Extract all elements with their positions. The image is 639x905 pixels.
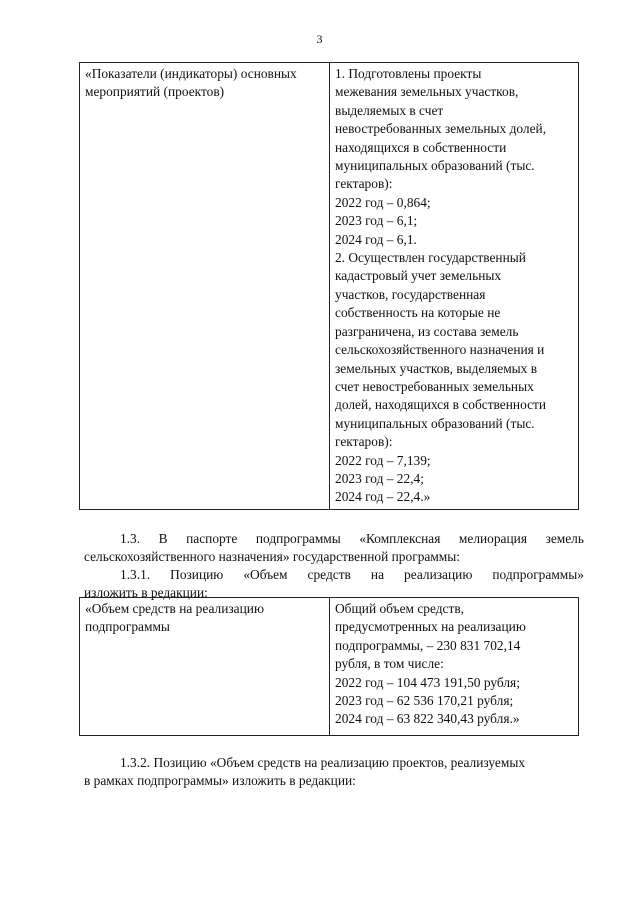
cell-line: предусмотренных на реализацию xyxy=(335,619,526,635)
word: подпрограммы» xyxy=(492,567,584,582)
cell-line: 1. Подготовлены проекты xyxy=(335,66,482,81)
cell-line: долей, находящихся в собственности xyxy=(335,397,547,413)
word: подпрограммы xyxy=(255,531,341,546)
cell-line: находящихся в собственности xyxy=(335,139,507,155)
paragraph-1-3 xyxy=(84,530,584,567)
indicators-table xyxy=(79,62,579,510)
word: паспорте xyxy=(186,531,238,546)
cell-line: 2022 год – 7,139; xyxy=(335,452,431,468)
word: В xyxy=(158,531,168,546)
paragraph-1-3-line-1 xyxy=(84,530,584,548)
cell-line: 2023 год – 62 536 170,21 рубля; xyxy=(335,693,514,709)
cell-line: гектаров): xyxy=(335,434,393,450)
page-number: 3 xyxy=(316,32,323,46)
cell-line: подпрограммы, – 230 831 702,14 xyxy=(335,637,521,653)
funding-value-cell xyxy=(330,598,579,736)
cell-line: кадастровый учет земельных xyxy=(335,268,502,284)
table-row xyxy=(80,598,579,736)
word: «Объем xyxy=(243,567,288,582)
cell-line: разграничена, из состава земель xyxy=(335,323,519,339)
cell-line: 2022 год – 104 473 191,50 рубля; xyxy=(335,674,520,690)
word: на xyxy=(370,567,385,582)
word: Позицию xyxy=(170,567,224,582)
cell-line: 2024 год – 63 822 340,43 рубля.» xyxy=(335,711,520,727)
funding-table xyxy=(79,597,579,736)
word: реализацию xyxy=(404,567,473,582)
word: «Комплексная xyxy=(359,531,441,546)
cell-line: 2024 год – 6,1. xyxy=(335,231,417,247)
paragraph-1-3-line-2: сельскохозяйственного назначения» государственной программы: xyxy=(84,549,460,565)
cell-line: мероприятий (проектов) xyxy=(85,84,225,100)
word: мелиорация xyxy=(458,531,527,546)
cell-line: «Показатели (индикаторы) основных xyxy=(85,66,297,81)
cell-line: 2023 год – 22,4; xyxy=(335,470,424,486)
cell-line: муниципальных образований (тыс. xyxy=(335,415,535,431)
cell-line: муниципальных образований (тыс. xyxy=(335,158,535,174)
cell-line: собственность на которые не xyxy=(335,305,501,321)
indicators-value-cell xyxy=(330,63,579,510)
cell-line: 2022 год – 0,864; xyxy=(335,194,431,210)
cell-line: невостребованных земельных долей, xyxy=(335,121,547,137)
word: земель xyxy=(545,531,584,546)
cell-line: гектаров): xyxy=(335,176,393,192)
paragraph-1-3-1-line-2: изложить в редакции: xyxy=(84,585,208,601)
cell-line: Общий объем средств, xyxy=(335,601,465,616)
paragraph-1-3-2-line-2: в рамках подпрограммы» изложить в редакции: xyxy=(84,773,356,789)
word: 1.3.1. xyxy=(120,567,151,582)
cell-line: подпрограммы xyxy=(85,619,170,635)
cell-line: «Объем средств на реализацию xyxy=(85,601,264,616)
funding-label-cell xyxy=(80,598,330,736)
cell-line: сельскохозяйственного назначения и xyxy=(335,342,545,358)
indicators-label-cell xyxy=(80,63,330,510)
word: 1.3. xyxy=(120,531,141,546)
cell-line: земельных участков, выделяемых в xyxy=(335,360,538,376)
table-row xyxy=(80,63,579,510)
cell-line: счет невостребованных земельных xyxy=(335,378,534,394)
paragraph-1-3-2 xyxy=(84,754,584,791)
cell-line: 2023 год – 6,1; xyxy=(335,213,418,229)
paragraph-1-3-1-line-1 xyxy=(84,566,584,584)
cell-line: 2024 год – 22,4.» xyxy=(335,489,431,505)
cell-line: 2. Осуществлен государственный xyxy=(335,250,526,266)
paragraph-1-3-2-line-1: 1.3.2. Позицию «Объем средств на реализацию проектов, реализуемых xyxy=(120,755,526,770)
cell-line: выделяемых в счет xyxy=(335,102,444,118)
cell-line: участков, государственная xyxy=(335,286,486,302)
word: средств xyxy=(307,567,351,582)
cell-line: рубля, в том числе: xyxy=(335,656,444,672)
cell-line: межевания земельных участков, xyxy=(335,84,519,100)
